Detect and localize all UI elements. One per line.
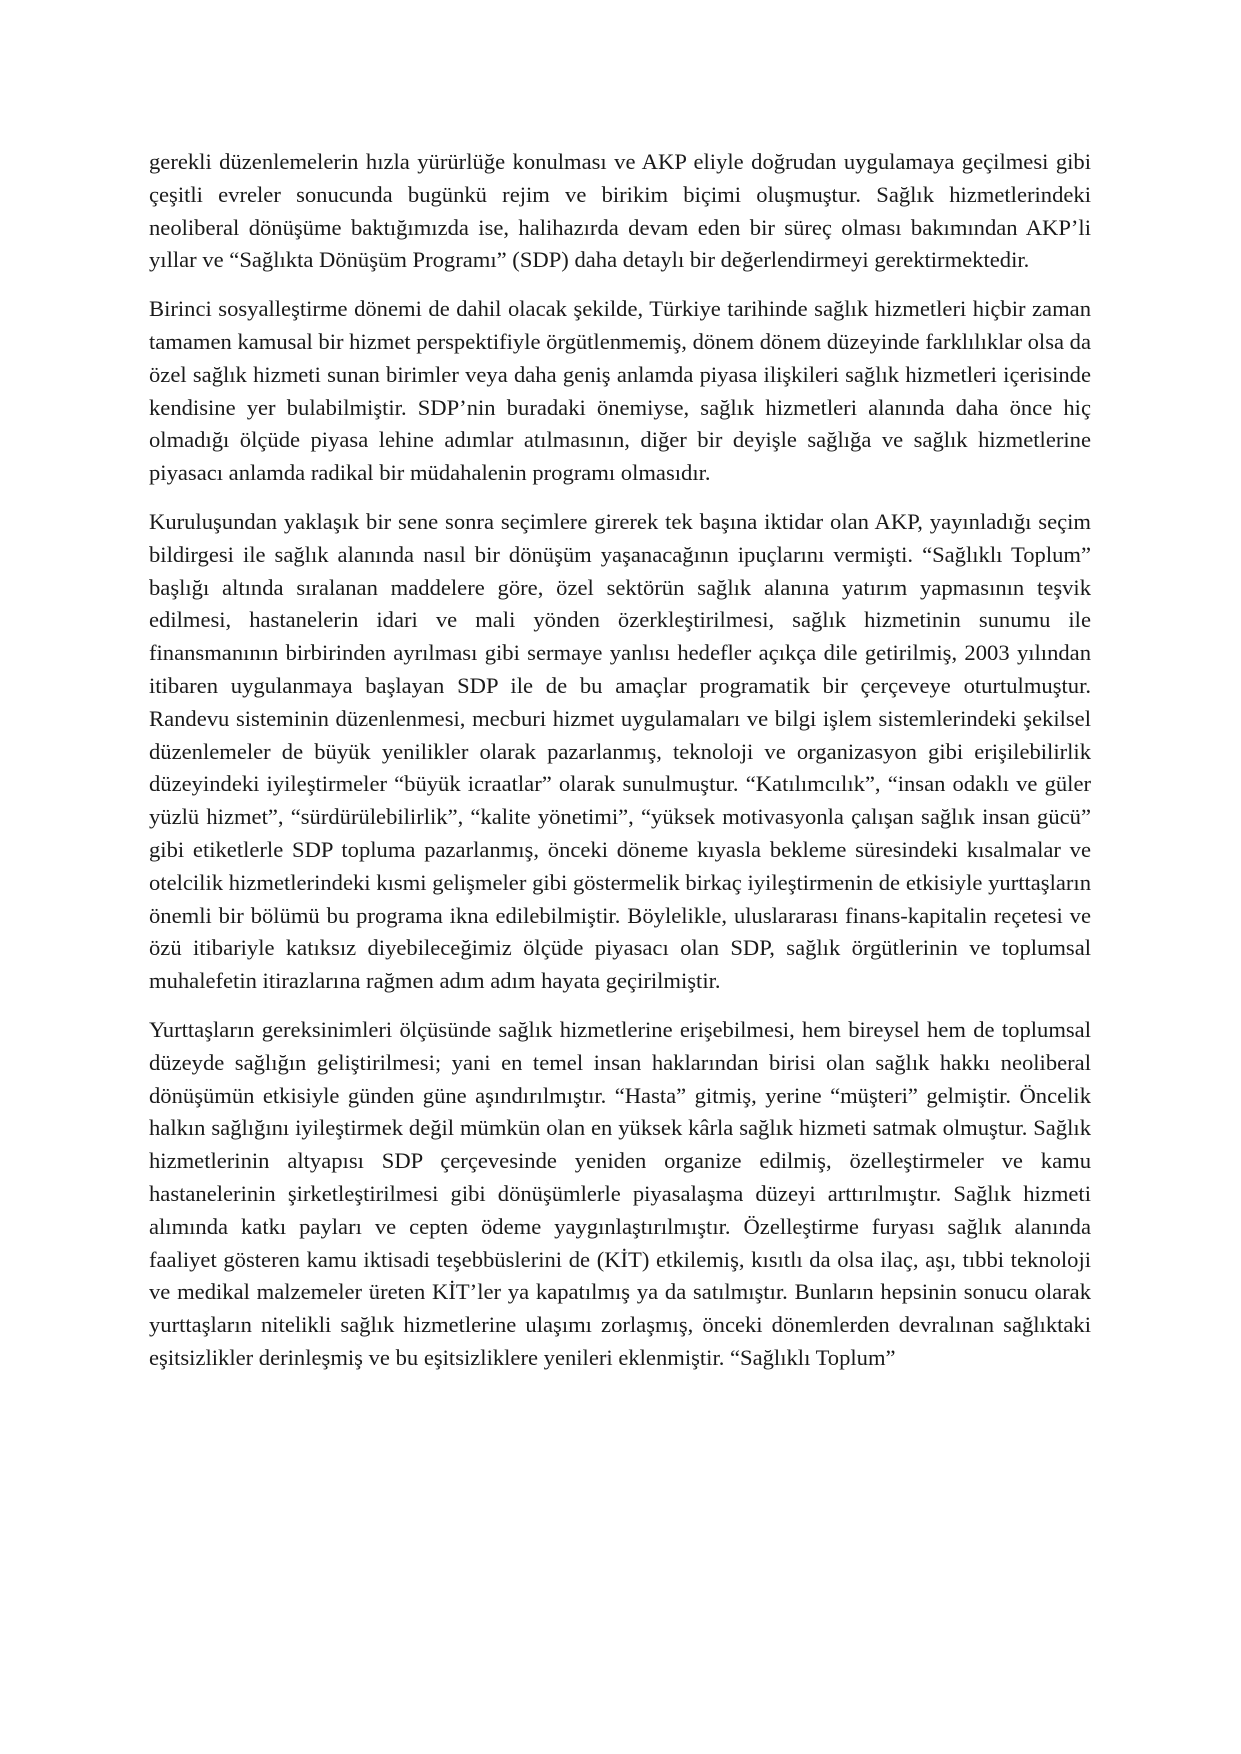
paragraph-2: Birinci sosyalleştirme dönemi de dahil olacak şekilde, Türkiye tarihinde sağlık hizmetleri hiçbir zaman tamamen kamusal bir hizmet perspektifiyle örgütlenmemiş, dönem dönem düzeyinde farklılıklar olsa da özel sağlık hizmeti sunan birimler veya daha geniş anlamda piyasa ilişkileri sağlık hizmetleri içerisinde kendisine yer bulabilmiştir. SDP’nin buradaki önemiyse, sağlık hizmetleri alanında daha önce hiç olmadığı ölçüde piyasa lehine adımlar atılmasının, diğer bir deyişle sağlığa ve sağlık hizmetlerine piyasacı anlamda radikal bir müdahalenin programı olmasıdır.: [149, 296, 1091, 486]
paragraph-3: Kuruluşundan yaklaşık bir sene sonra seçimlere girerek tek başına iktidar olan AKP, yayınladığı seçim bildirgesi ile sağlık alanında nasıl bir dönüşüm yaşanacağının ipuçlarını vermişti. “Sağlıklı Toplum” başlığı altında sıralanan maddelere göre, özel sektörün sağlık alanına yatırım yapmasının teşvik edilmesi, hastanelerin idari ve mali yönden özerkleştirilmesi, sağlık hizmetinin sunumu ile finansmanının birbirinden ayrılması gibi sermaye yanlısı hedefler açıkça dile getirilmiş, 2003 yılından itibaren uygulanmaya başlayan SDP ile de bu amaçlar programatik bir çerçeveye oturtulmuştur. Randevu sisteminin düzenlenmesi, mecburi hizmet uygulamaları ve bilgi işlem sistemlerindeki şekilsel düzenlemeler de büyük yenilikler olarak pazarlanmış, teknoloji ve organizasyon gibi erişilebilirlik düzeyindeki iyileştirmeler “büyük icraatlar” olarak sunulmuştur. “Katılımcılık”, “insan odaklı ve güler yüzlü hizmet”, “sürdürülebilirlik”, “kalite yönetimi”, “yüksek motivasyonla çalışan sağlık insan gücü” gibi etiketlerle SDP topluma pazarlanmış, önceki döneme kıyasla bekleme süresindeki kısalmalar ve otelcilik hizmetlerindeki kısmi gelişmeler gibi göstermelik birkaç iyileştirmenin de etkisiyle yurttaşların önemli bir bölümü bu programa ikna edilebilmiştir. Böylelikle, uluslararası finans-kapitalin reçetesi ve özü itibariyle katıksız diyebileceğimiz ölçüde piyasacı olan SDP, sağlık örgütlerinin ve toplumsal muhalefetin itirazlarına rağmen adım adım hayata geçirilmiştir.: [149, 508, 1091, 994]
paragraph-4: Yurttaşların gereksinimleri ölçüsünde sağlık hizmetlerine erişebilmesi, hem bireysel hem de toplumsal düzeyde sağlığın geliştirilmesi; yani en temel insan haklarından birisi olan sağlık hakkı neoliberal dönüşümün etkisiyle günden güne aşındırılmıştır. “Hasta” gitmiş, yerine “müşteri” gelmiştir. Öncelik halkın sağlığını iyileştirmek değil mümkün olan en yüksek kârla sağlık hizmeti satmak olmuştur. Sağlık hizmetlerinin altyapısı SDP çerçevesinde yeniden organize edilmiş, özelleştirmeler ve kamu hastanelerinin şirketleştirilmesi gibi dönüşümlerle piyasalaşma düzeyi arttırılmıştır. Sağlık hizmeti alımında katkı payları ve cepten ödeme yaygınlaştırılmıştır. Özelleştirme furyası sağlık alanında faaliyet gösteren kamu iktisadi teşebbüslerini de (KİT) etkilemiş, kısıtlı da olsa ilaç, aşı, tıbbi teknoloji ve medikal malzemeler üreten KİT’ler ya kapatılmış ya da satılmıştır. Bunların hepsinin sonucu olarak yurttaşların nitelikli sağlık hizmetlerine ulaşımı zorlaşmış, önceki dönemlerden devralınan sağlıktaki eşitsizlikler derinleşmiş ve bu eşitsizliklere yenileri eklenmiştir. “Sağlıklı Toplum”: [149, 1016, 1091, 1370]
paragraph-1: gerekli düzenlemelerin hızla yürürlüğe konulması ve AKP eliyle doğrudan uygulamaya geçilmesi gibi çeşitli evreler sonucunda bugünkü rejim ve birikim biçimi oluşmuştur. Sağlık hizmetlerindeki neoliberal dönüşüme baktığımızda ise, halihazırda devam eden bir süreç olması bakımından AKP’li yıllar ve “Sağlıkta Dönüşüm Programı” (SDP) daha detaylı bir değerlendirmeyi gerektirmektedir.: [149, 149, 1091, 273]
body-text: [149, 146, 1091, 1391]
